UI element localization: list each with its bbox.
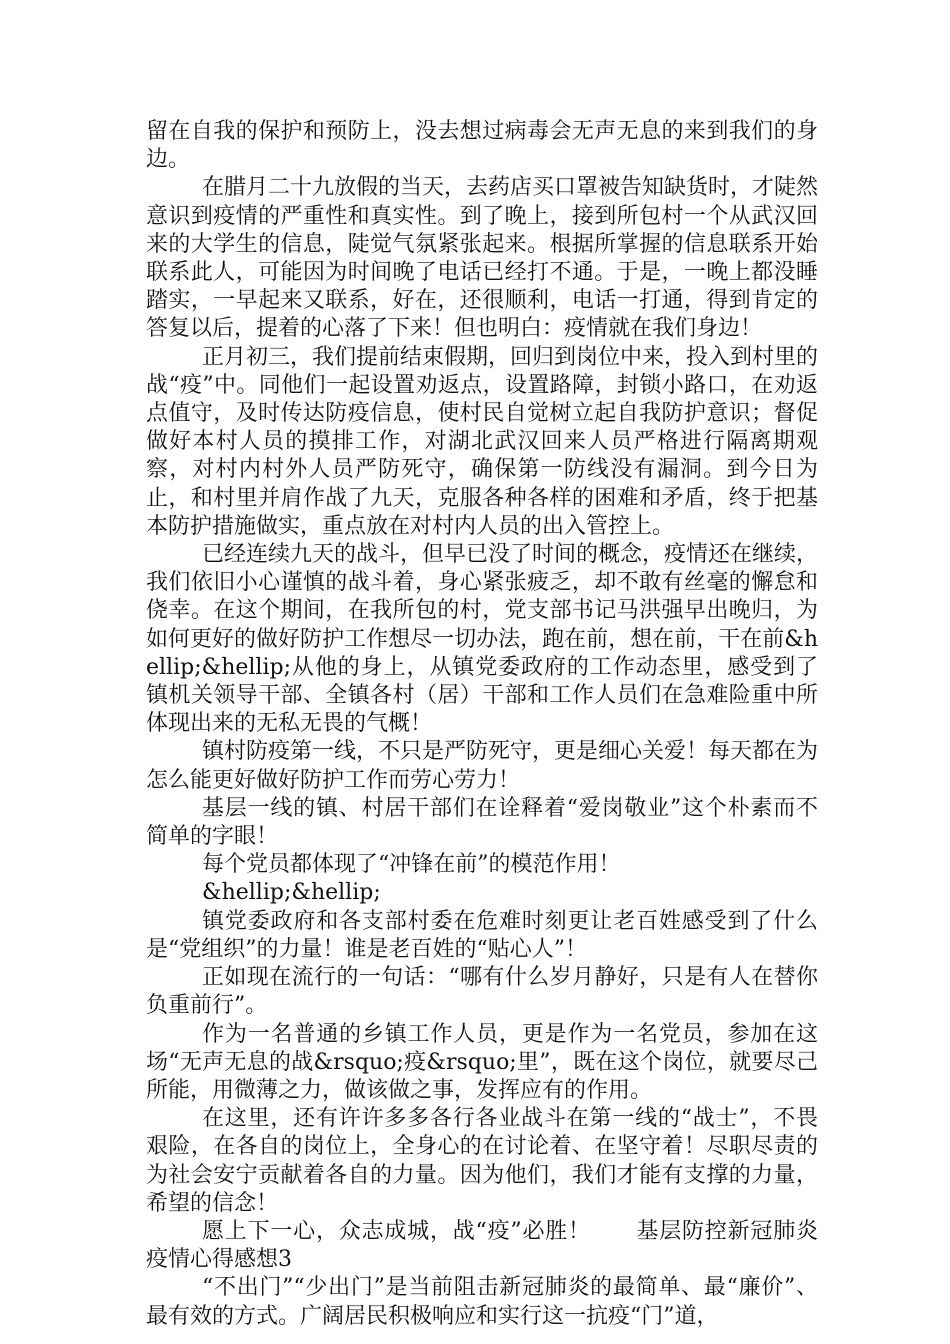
paragraph: 在这里，还有许许多多各行各业战斗在第一线的“战士”，不畏艰险，在各自的岗位上，全身心的在讨论着、在坚守着！尽职尽责的为社会安宁贡献着各自的力量。因为他们，我们才能有支撑的力量，希望的信念！ [146,1106,818,1216]
paragraph: 留在自我的保护和预防上，没去想过病毒会无声无息的来到我们的身边。 [146,119,818,173]
paragraph: 镇村防疫第一线，不只是严防死守，更是细心关爱！每天都在为怎么能更好做好防护工作而劳心劳力！ [146,739,819,793]
paragraph: “不出门”“少出门”是当前阻击新冠肺炎的最简单、最“廉价”、最有效的方式。广阔居民积极响应和实行这一抗疫“门”道， [146,1275,818,1329]
paragraph: &hellip;&hellip; [202,880,381,906]
paragraph: 每个党员都体现了“冲锋在前”的模范作用！ [202,852,621,878]
paragraph: 已经连续九天的战斗，但早已没了时间的概念，疫情还在继续，我们依旧小心谨慎的战斗着，身心紧张疲乏，却不敢有丝毫的懈怠和侥幸。在这个期间，在我所包的村，党支部书记马洪强早出晚归，为如何更好的做好防护工作想尽一切办法，跑在前，想在前，干在前&hellip;&hellip;从他的身上，从镇党委政府的工作动态里，感受到了镇机关领导干部、全镇各村（居）干部和工作人员们在急难险重中所体现出来的无私无畏的气概！ [146,542,819,737]
document-page [146,118,818,1331]
paragraph: 镇党委政府和各支部村委在危难时刻更让老百姓感受到了什么是“党组织”的力量！谁是老百姓的“贴心人”！ [146,908,818,962]
paragraph: 基层一线的镇、村居干部们在诠释着“爱岗敬业”这个朴素而不简单的字眼！ [146,795,818,850]
paragraph: 正月初三，我们提前结束假期，回归到岗位中来，投入到村里的战“疫”中。同他们一起设置劝返点，设置路障，封锁小路口，在劝返点值守，及时传达防疫信息，使村民自觉树立起自我防护意识；督促做好本村人员的摸排工作，对湖北武汉回来人员严格进行隔离期观察，对村内村外人员严防死守，确保第一防线没有漏洞。到今日为止，和村里并肩作战了九天，克服各种各样的困难和矛盾，终于把基本防护措施做实，重点放在对村内人员的出入管控上。 [146,344,819,539]
paragraph: 愿上下一心，众志成城，战“疫”必胜！ 基层防控新冠肺炎疫情心得感想3 [146,1218,818,1273]
paragraph: 正如现在流行的一句话：“哪有什么岁月静好，只是有人在替你负重前行”。 [146,965,818,1019]
paragraph: 作为一名普通的乡镇工作人员，更是作为一名党员，参加在这场“无声无息的战&rsquo;疫&rsquo;里”，既在这个岗位，就要尽己所能，用微薄之力，做该做之事，发挥应有的作用。 [146,1021,818,1103]
paragraph: 在腊月二十九放假的当天，去药店买口罩被告知缺货时，才陡然意识到疫情的严重性和真实性。到了晚上，接到所包村一个从武汉回来的大学生的信息，陡觉气氛紧张起来。根据所掌握的信息联系开始联系此人，可能因为时间晚了电话已经打不通。于是，一晚上都没睡踏实，一早起来又联系，好在，还很顺利，电话一打通，得到肯定的答复以后，提着的心落了下来！但也明白：疫情就在我们身边！ [146,175,819,342]
